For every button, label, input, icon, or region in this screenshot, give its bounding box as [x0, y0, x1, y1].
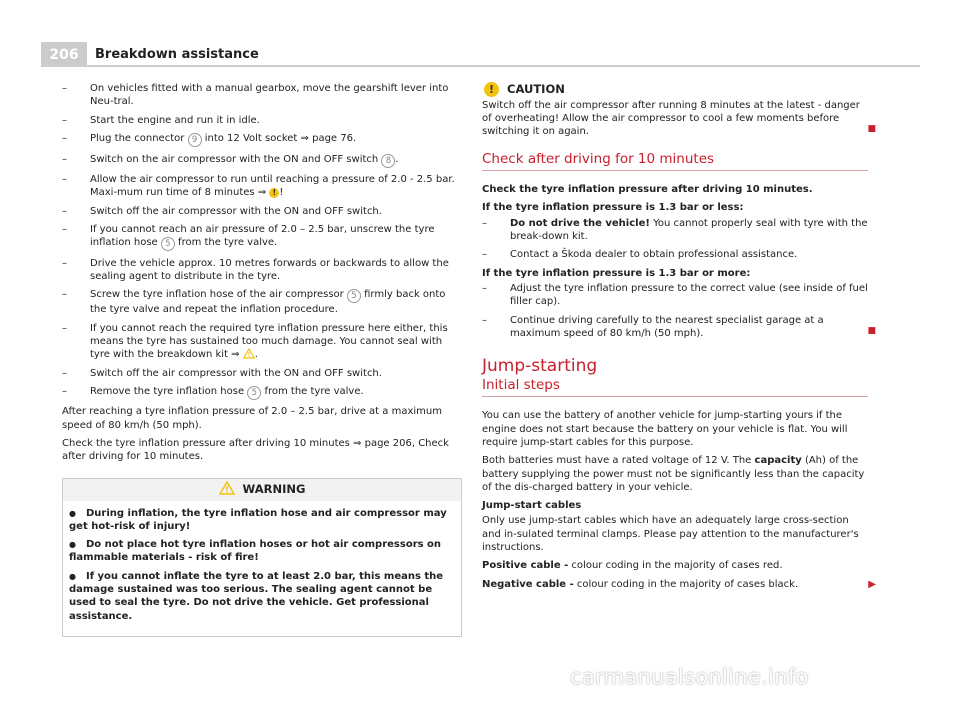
step-text: from the tyre valve.: [174, 237, 278, 249]
right-column: [482, 81, 876, 596]
dash-bullet: –: [62, 205, 67, 217]
bullet-dot: ●: [69, 571, 76, 581]
positive-cable-line: [482, 559, 868, 572]
warning-item: [69, 570, 455, 623]
caution-text-block: [482, 99, 876, 139]
positive-cable-text: colour coding in the majority of cases red.: [568, 560, 783, 572]
step-text: On vehicles fitted with a manual gearbox, move the gearshift lever into Neu-tral.: [90, 83, 449, 108]
watermark-text: carmanualsonline.info: [570, 665, 809, 689]
callout-number: 5: [161, 237, 175, 251]
low-pressure-heading: If the tyre inflation pressure is 1.3 bar or less:: [482, 202, 744, 214]
page-number-tab: 206: [41, 42, 87, 67]
negative-cable-text: colour coding in the majority of cases black.: [573, 578, 799, 590]
callout-number: 5: [347, 289, 361, 303]
step-text: If you cannot reach an air pressure of 2.0 – 2.5 bar, unscrew the tyre inflation hose: [90, 224, 435, 249]
step-text: into 12 Volt socket ⇒ page 76.: [201, 133, 357, 145]
item-text: Adjust the tyre inflation pressure to the correct value (see inside of fuel filler cap).: [510, 282, 868, 308]
negative-cable-label: Negative cable -: [482, 578, 574, 590]
dash-bullet: –: [482, 217, 487, 229]
paragraph-check-link: Check the tyre inflation pressure after driving 10 minutes ⇒ page 206, Check after driving for 10 minutes.: [62, 438, 449, 463]
dash-bullet: –: [62, 114, 67, 126]
section-heading-check: Check after driving for 10 minutes: [482, 153, 868, 171]
step-item: [62, 114, 462, 127]
dash-bullet: –: [482, 249, 487, 261]
step-text: !: [279, 187, 284, 198]
step-text: .: [395, 153, 399, 165]
chapter-heading-jump-starting: Jump-starting: [482, 356, 598, 377]
capacity-term: capacity: [754, 455, 802, 467]
high-pressure-heading: If the tyre inflation pressure is 1.3 bar or more:: [482, 267, 751, 279]
dash-bullet: –: [482, 282, 487, 294]
jump-paragraph-1: You can use the battery of another vehicle for jump-starting yours if the engine does not start because the battery on your vehicle is flat. You will require jump-start cables for this purpose.: [482, 410, 848, 448]
section-end-mark: ■: [867, 124, 876, 135]
chapter-title: Breakdown assistance: [95, 47, 259, 62]
warning-item-text: If you cannot inflate the tyre to at least 2.0 bar, this means the damage sustained was too serious. The sealing agent cannot be used to seal the tyre. Do not drive the vehicle. Get professional assistance.: [69, 570, 444, 622]
caution-exclamation-icon: !: [484, 82, 499, 97]
dash-bullet: –: [62, 257, 67, 269]
warning-title: WARNING: [242, 481, 306, 496]
header-rule: [87, 65, 920, 67]
step-item: [62, 385, 462, 400]
section-end-mark: ■: [867, 325, 876, 336]
emphasis-text: Do not drive the vehicle!: [510, 217, 650, 229]
caution-exclamation-icon: !: [269, 188, 279, 198]
step-text: Remove the tyre inflation hose: [90, 386, 248, 398]
low-pressure-item: [482, 217, 868, 243]
caution-text: Switch off the air compressor after running 8 minutes at the latest - danger of overheating! Allow the air compressor to cool a few moments before switching it on again.: [482, 100, 860, 138]
warning-header: [63, 479, 461, 501]
step-text: Switch off the air compressor with the ON and OFF switch.: [90, 367, 382, 379]
dash-bullet: –: [62, 133, 67, 145]
section-heading-initial-steps: Initial steps: [482, 379, 868, 397]
jump-paragraph-2-a: Both batteries must have a rated voltage of 12 V. The: [482, 455, 755, 467]
low-pressure-item: [482, 248, 868, 261]
callout-number: 9: [188, 133, 202, 147]
item-text: Contact a Škoda dealer to obtain professional assistance.: [510, 249, 798, 261]
bullet-dot: ●: [69, 540, 76, 550]
step-item: [62, 223, 462, 251]
step-item: [62, 288, 462, 316]
high-pressure-list: [482, 282, 876, 340]
jump-paragraph-2: [482, 454, 868, 494]
warning-item: [69, 507, 455, 533]
step-text: Start the engine and run it in idle.: [90, 114, 260, 126]
step-item: [62, 322, 462, 362]
dash-bullet: –: [62, 153, 67, 165]
dash-bullet: –: [482, 314, 487, 326]
dash-bullet: –: [62, 224, 67, 235]
step-text: from the tyre valve.: [261, 386, 364, 398]
step-text: Screw the tyre inflation hose of the air compressor: [90, 289, 347, 301]
step-text: Switch off the air compressor with the ON and OFF switch.: [90, 205, 382, 217]
dash-bullet: –: [62, 367, 67, 379]
negative-cable-line: [482, 578, 876, 591]
cables-text: Only use jump-start cables which have an adequately large cross-section and in-sulated terminal clamps. Please pay attention to the manufacturer's instructions.: [482, 515, 859, 553]
dash-bullet: –: [62, 83, 67, 94]
item-text: You cannot properly seal with tyre with the break-down kit.: [510, 217, 868, 242]
dash-bullet: –: [62, 289, 67, 301]
warning-triangle-icon: [243, 349, 255, 360]
high-pressure-item: [482, 282, 868, 308]
caution-title: CAUTION: [507, 81, 565, 96]
item-text: Continue driving carefully to the nearest specialist garage at a maximum speed of 80 km/h (50 mph).: [510, 314, 824, 339]
step-item: [62, 153, 462, 168]
step-text: Allow the air compressor to run until reaching a pressure of 2.0 - 2.5 bar. Maxi-mum run time of 8 minutes ⇒: [90, 173, 455, 198]
warning-item-text: Do not place hot tyre inflation hoses or hot air compressors on flammable materials - risk of fire!: [69, 539, 442, 564]
step-item: [62, 173, 462, 199]
paragraph-after-inflation: After reaching a tyre inflation pressure of 2.0 – 2.5 bar, drive at a maximum speed of 80 km/h (50 mph).: [62, 406, 442, 431]
step-text: If you cannot reach the required tyre inflation pressure here either, this means the tyre has sustained too much damage. You cannot seal with tyre with the breakdown kit ⇒: [90, 322, 448, 361]
dash-bullet: –: [62, 322, 67, 334]
step-text: .: [254, 349, 258, 361]
warning-triangle-icon: [219, 481, 235, 498]
step-text: Plug the connector: [90, 133, 188, 145]
step-item: [62, 82, 462, 108]
left-column: [62, 82, 462, 637]
step-text: Switch on the air compressor with the ON and OFF switch: [90, 153, 382, 165]
cables-heading: Jump-start cables: [482, 500, 582, 512]
step-item: [62, 205, 462, 218]
step-item: [62, 257, 462, 283]
high-pressure-item: [482, 314, 876, 340]
bullet-dot: ●: [69, 508, 76, 518]
step-item: [62, 367, 462, 380]
continue-arrow-icon: ▶: [868, 578, 876, 590]
warning-body: [63, 501, 461, 623]
caution-header: [482, 82, 868, 97]
step-text: firmly back onto the tyre valve and repeat the inflation procedure.: [90, 289, 446, 316]
callout-number: 8: [381, 154, 395, 168]
steps-list: [62, 82, 462, 400]
warning-box: [62, 478, 462, 638]
step-text: Drive the vehicle approx. 10 metres forwards or backwards to allow the sealing agent to distribute in the tyre.: [90, 257, 449, 282]
step-item: [62, 132, 462, 147]
warning-item-text: During inflation, the tyre inflation hose and air compressor may get hot-risk of injury!: [69, 507, 447, 532]
jump-paragraph-2-b: (Ah) of the battery supplying the power must not be significantly less than the capacity of the dis-charged battery in your vehicle.: [482, 455, 865, 493]
check-intro: Check the tyre inflation pressure after driving 10 minutes.: [482, 183, 813, 195]
callout-number: 5: [247, 386, 261, 400]
warning-item: [69, 538, 455, 564]
dash-bullet: –: [62, 173, 67, 185]
low-pressure-list: [482, 217, 868, 262]
dash-bullet: –: [62, 386, 67, 398]
positive-cable-label: Positive cable -: [482, 560, 569, 572]
